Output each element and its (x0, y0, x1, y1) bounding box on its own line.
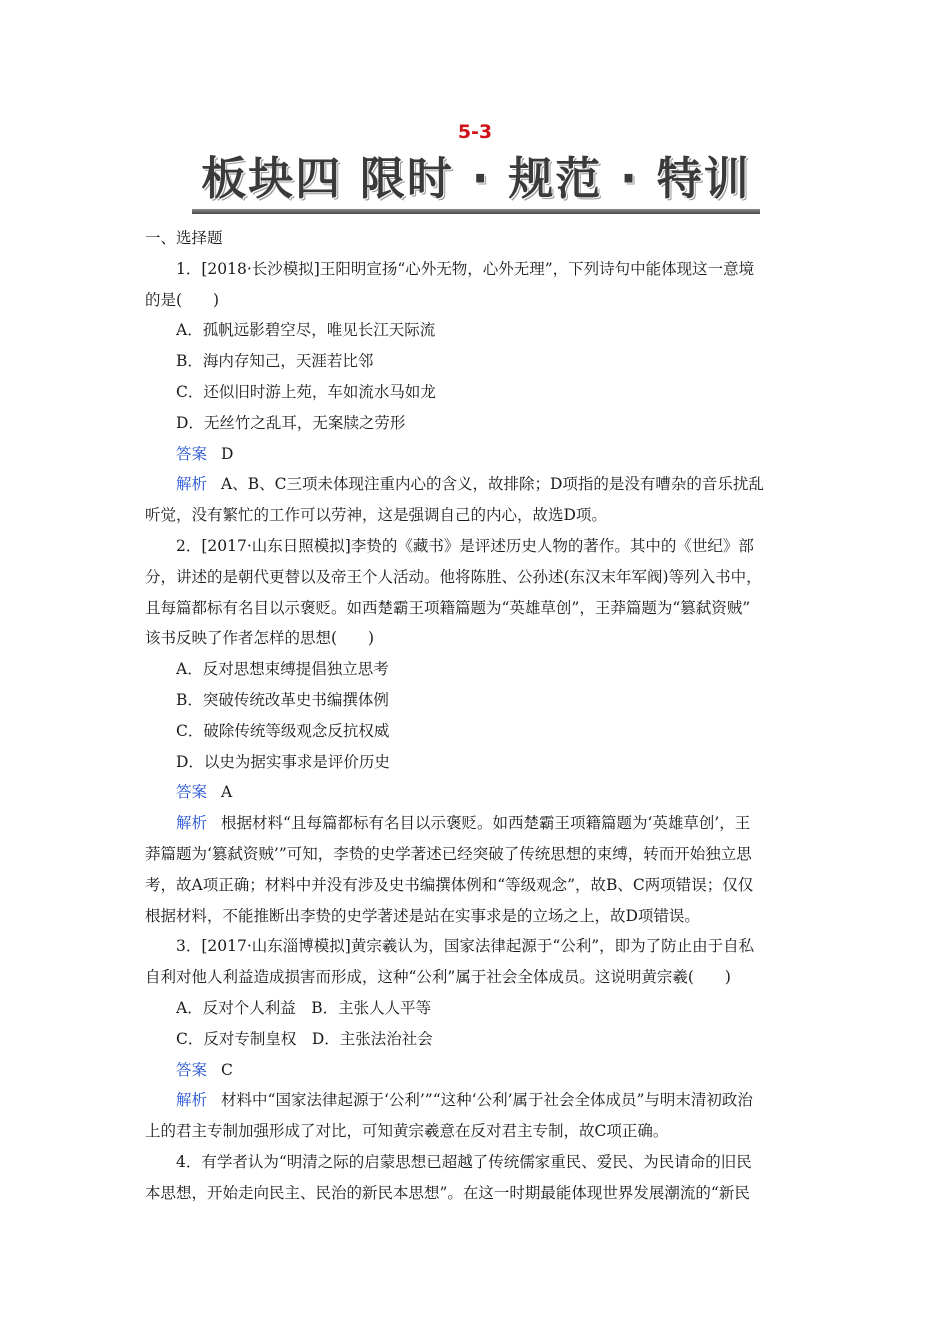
option-a: A．孤帆远影碧空尽，唯见长江天际流 (176, 321, 436, 340)
question-stem-line: 分，讲述的是朝代更替以及帝王个人活动。他将陈胜、公孙述(东汉末年军阀)等列入书中， (145, 567, 762, 586)
analysis-line (145, 469, 805, 500)
analysis-label: 解析 (176, 475, 208, 494)
question-stem-line: 自利对他人利益造成损害而形成，这种“公利”属于社会全体成员。这说明黄宗羲( ) (145, 968, 731, 987)
banner-title: 板块四 限时 · 规范 · 特训 (201, 152, 751, 205)
analysis-text: 听觉，没有繁忙的工作可以劳神，这是强调自己的内心，故选D项。 (145, 506, 607, 525)
question-stem-line: 1．[2018·长沙模拟]王阳明宣扬“心外无物，心外无理”，下列诗句中能体现这一意境 (176, 259, 755, 278)
analysis-label: 解析 (176, 814, 208, 833)
option-row: C．反对专制皇权 D．主张法治社会 (176, 1029, 433, 1048)
question-stem-line: 本思想，开始走向民主、民治的新民本思想”。在这一时期最能体现世界发展潮流的“新民 (145, 1183, 750, 1202)
answer-value: C (221, 1060, 233, 1079)
analysis-text: A、B、C三项未体现注重内心的含义，故排除；D项指的是没有嘈杂的音乐扰乱 (221, 475, 764, 494)
answer-line (145, 439, 805, 470)
option-d: D．以史为据实事求是评价历史 (176, 752, 390, 771)
analysis-text: 材料中“国家法律起源于‘公利’”“这种‘公利’属于社会全体成员”与明末清初政治 (221, 1091, 753, 1110)
question-3 (145, 931, 805, 1147)
question-2 (145, 531, 805, 931)
question-stem-line: 的是( ) (145, 290, 220, 309)
question-1 (145, 254, 805, 531)
section-heading: 一、选择题 (145, 229, 223, 247)
answer-label: 答案 (176, 1060, 208, 1079)
analysis-line (145, 1085, 805, 1116)
answer-value: D (221, 444, 234, 463)
section-banner (192, 152, 760, 214)
analysis-text: 上的君主专制加强形成了对比，可知黄宗羲意在反对君主专制，故C项正确。 (145, 1122, 669, 1141)
question-stem-line: 且每篇都标有名目以示褒贬。如西楚霸王项籍篇题为“英雄草创”，王莽篇题为“篡弑资贼” (145, 598, 751, 617)
analysis-text: 根据材料“且每篇都标有名目以示褒贬。如西楚霸王项籍篇题为‘英雄草创’，王 (221, 814, 751, 833)
question-stem-line: 该书反映了作者怎样的思想( ) (145, 629, 375, 648)
option-c: C．还似旧时游上苑，车如流水马如龙 (176, 382, 436, 401)
option-d: D．无丝竹之乱耳，无案牍之劳形 (176, 413, 406, 432)
analysis-line (145, 808, 805, 839)
answer-label: 答案 (176, 783, 208, 802)
option-a: A．反对思想束缚提倡独立思考 (176, 660, 389, 679)
question-content (145, 223, 805, 1209)
option-b: B．海内存知己，天涯若比邻 (176, 352, 374, 371)
answer-label: 答案 (176, 444, 208, 463)
analysis-text: 考，故A项正确；材料中并没有涉及史书编撰体例和“等级观念”，故B、C两项错误；仅仅 (145, 875, 754, 894)
answer-line (145, 777, 805, 808)
question-stem-line: 4．有学者认为“明清之际的启蒙思想已超越了传统儒家重民、爱民、为民请命的旧民 (176, 1152, 752, 1171)
analysis-text: 莽篇题为‘篡弑资贼’”可知，李贽的史学著述已经突破了传统思想的束缚，转而开始独立思 (145, 844, 752, 863)
analysis-text: 根据材料，不能推断出李贽的史学著述是站在实事求是的立场之上，故D项错误。 (145, 906, 700, 925)
option-b: B．突破传统改革史书编撰体例 (176, 690, 389, 709)
option-c: C．破除传统等级观念反抗权威 (176, 721, 390, 740)
analysis-label: 解析 (176, 1091, 208, 1110)
question-stem-line: 3．[2017·山东淄博模拟]黄宗羲认为，国家法律起源于“公利”，即为了防止由于自私 (176, 937, 755, 956)
question-stem-line: 2．[2017·山东日照模拟]李贽的《藏书》是评述历史人物的著作。其中的《世纪》部 (176, 536, 754, 555)
option-row: A．反对个人利益 B．主张人人平等 (176, 998, 432, 1017)
answer-value: A (221, 783, 233, 802)
question-4 (145, 1147, 805, 1209)
page-number: 5-3 (457, 121, 493, 143)
banner-rule (192, 209, 760, 214)
answer-line (145, 1055, 805, 1086)
